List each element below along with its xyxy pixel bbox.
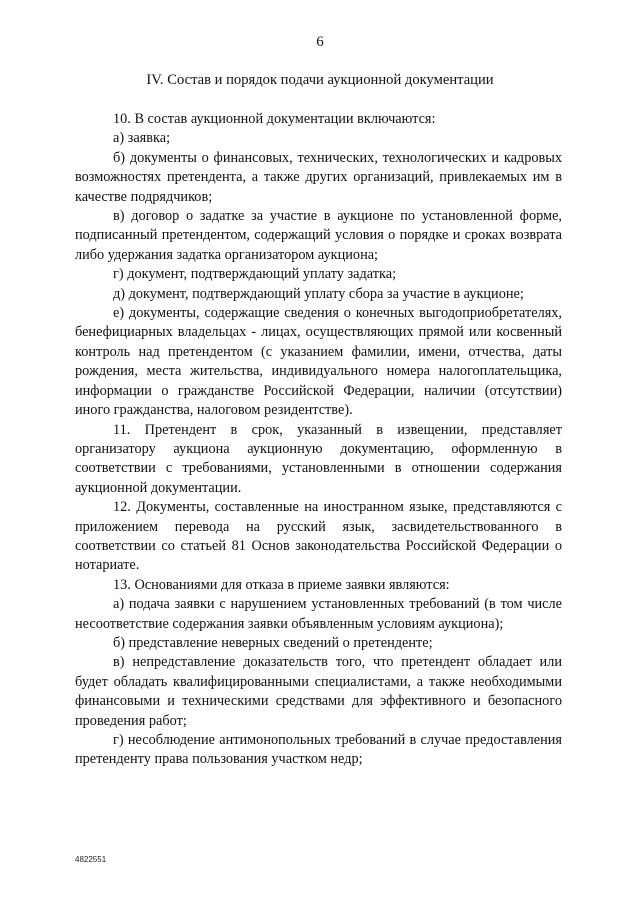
paragraph-10: 10. В состав аукционной документации включаются: (113, 111, 436, 127)
section-heading: IV. Состав и порядок подачи аукционной документации (146, 72, 494, 88)
document-body (75, 110, 562, 770)
paragraph-10-g: г) документ, подтверждающий уплату задатка; (113, 266, 397, 283)
paragraph-13: 13. Основаниями для отказа в приеме заявки являются: (113, 576, 450, 593)
paragraph-10-b: б) документы о финансовых, технических, технологических и кадровых возможностях претендента, а также других организаций, привлекаемых им в качестве подрядчиков; (75, 149, 562, 205)
paragraph-12: 12. Документы, составленные на иностранном языке, представляются с приложением перевода на русский язык, засвидетельствованного в соответствии со статьей 81 Основ законодательства Российской Федерации о нотариате. (75, 499, 562, 574)
paragraph-10-v: в) договор о задатке за участие в аукционе по установленной форме, подписанный претендентом, содержащий условия о порядке и сроках возврата либо удержания задатка организатором аукциона; (75, 208, 562, 263)
paragraph-13-v: в) непредставление доказательств того, что претендент обладает или будет обладать квалифицированными специалистами, а также необходимыми финансовыми и техническими средствами для эффективного и безопасного проведения работ; (75, 654, 562, 729)
paragraph-13-a: а) подача заявки с нарушением установленных требований (в том числе несоответствие содержания заявки объявленным условиям аукциона); (75, 596, 562, 632)
paragraph-11: 11. Претендент в срок, указанный в извещении, представляет организатору аукциона аукционную документацию, оформленную в соответствии с требованиями, установленными в отношении содержания аукционной документации. (75, 421, 562, 496)
paragraph-10-a: а) заявка; (113, 130, 171, 147)
paragraph-10-d: д) документ, подтверждающий уплату сбора за участие в аукционе; (113, 285, 524, 302)
page-number: 6 (316, 34, 324, 50)
paragraph-13-b: б) представление неверных сведений о претенденте; (113, 634, 433, 651)
paragraph-13-g: г) несоблюдение антимонопольных требований в случае предоставления претенденту права пользования участком недр; (75, 732, 562, 768)
paragraph-10-e: е) документы, содержащие сведения о конечных выгодоприобретателях, бенефициарных владельцах - лицах, осуществляющих прямой или косвенный контроль над претендентом (с указанием фамилии, имени, отчества, даты рождения, места жительства, индивидуального номера налогоплательщика, информации о гражданстве Российской Федерации, наличии (отсутствии) иного гражданства, налоговом резидентстве). (75, 305, 562, 419)
document-code: 4822551 (75, 855, 107, 864)
